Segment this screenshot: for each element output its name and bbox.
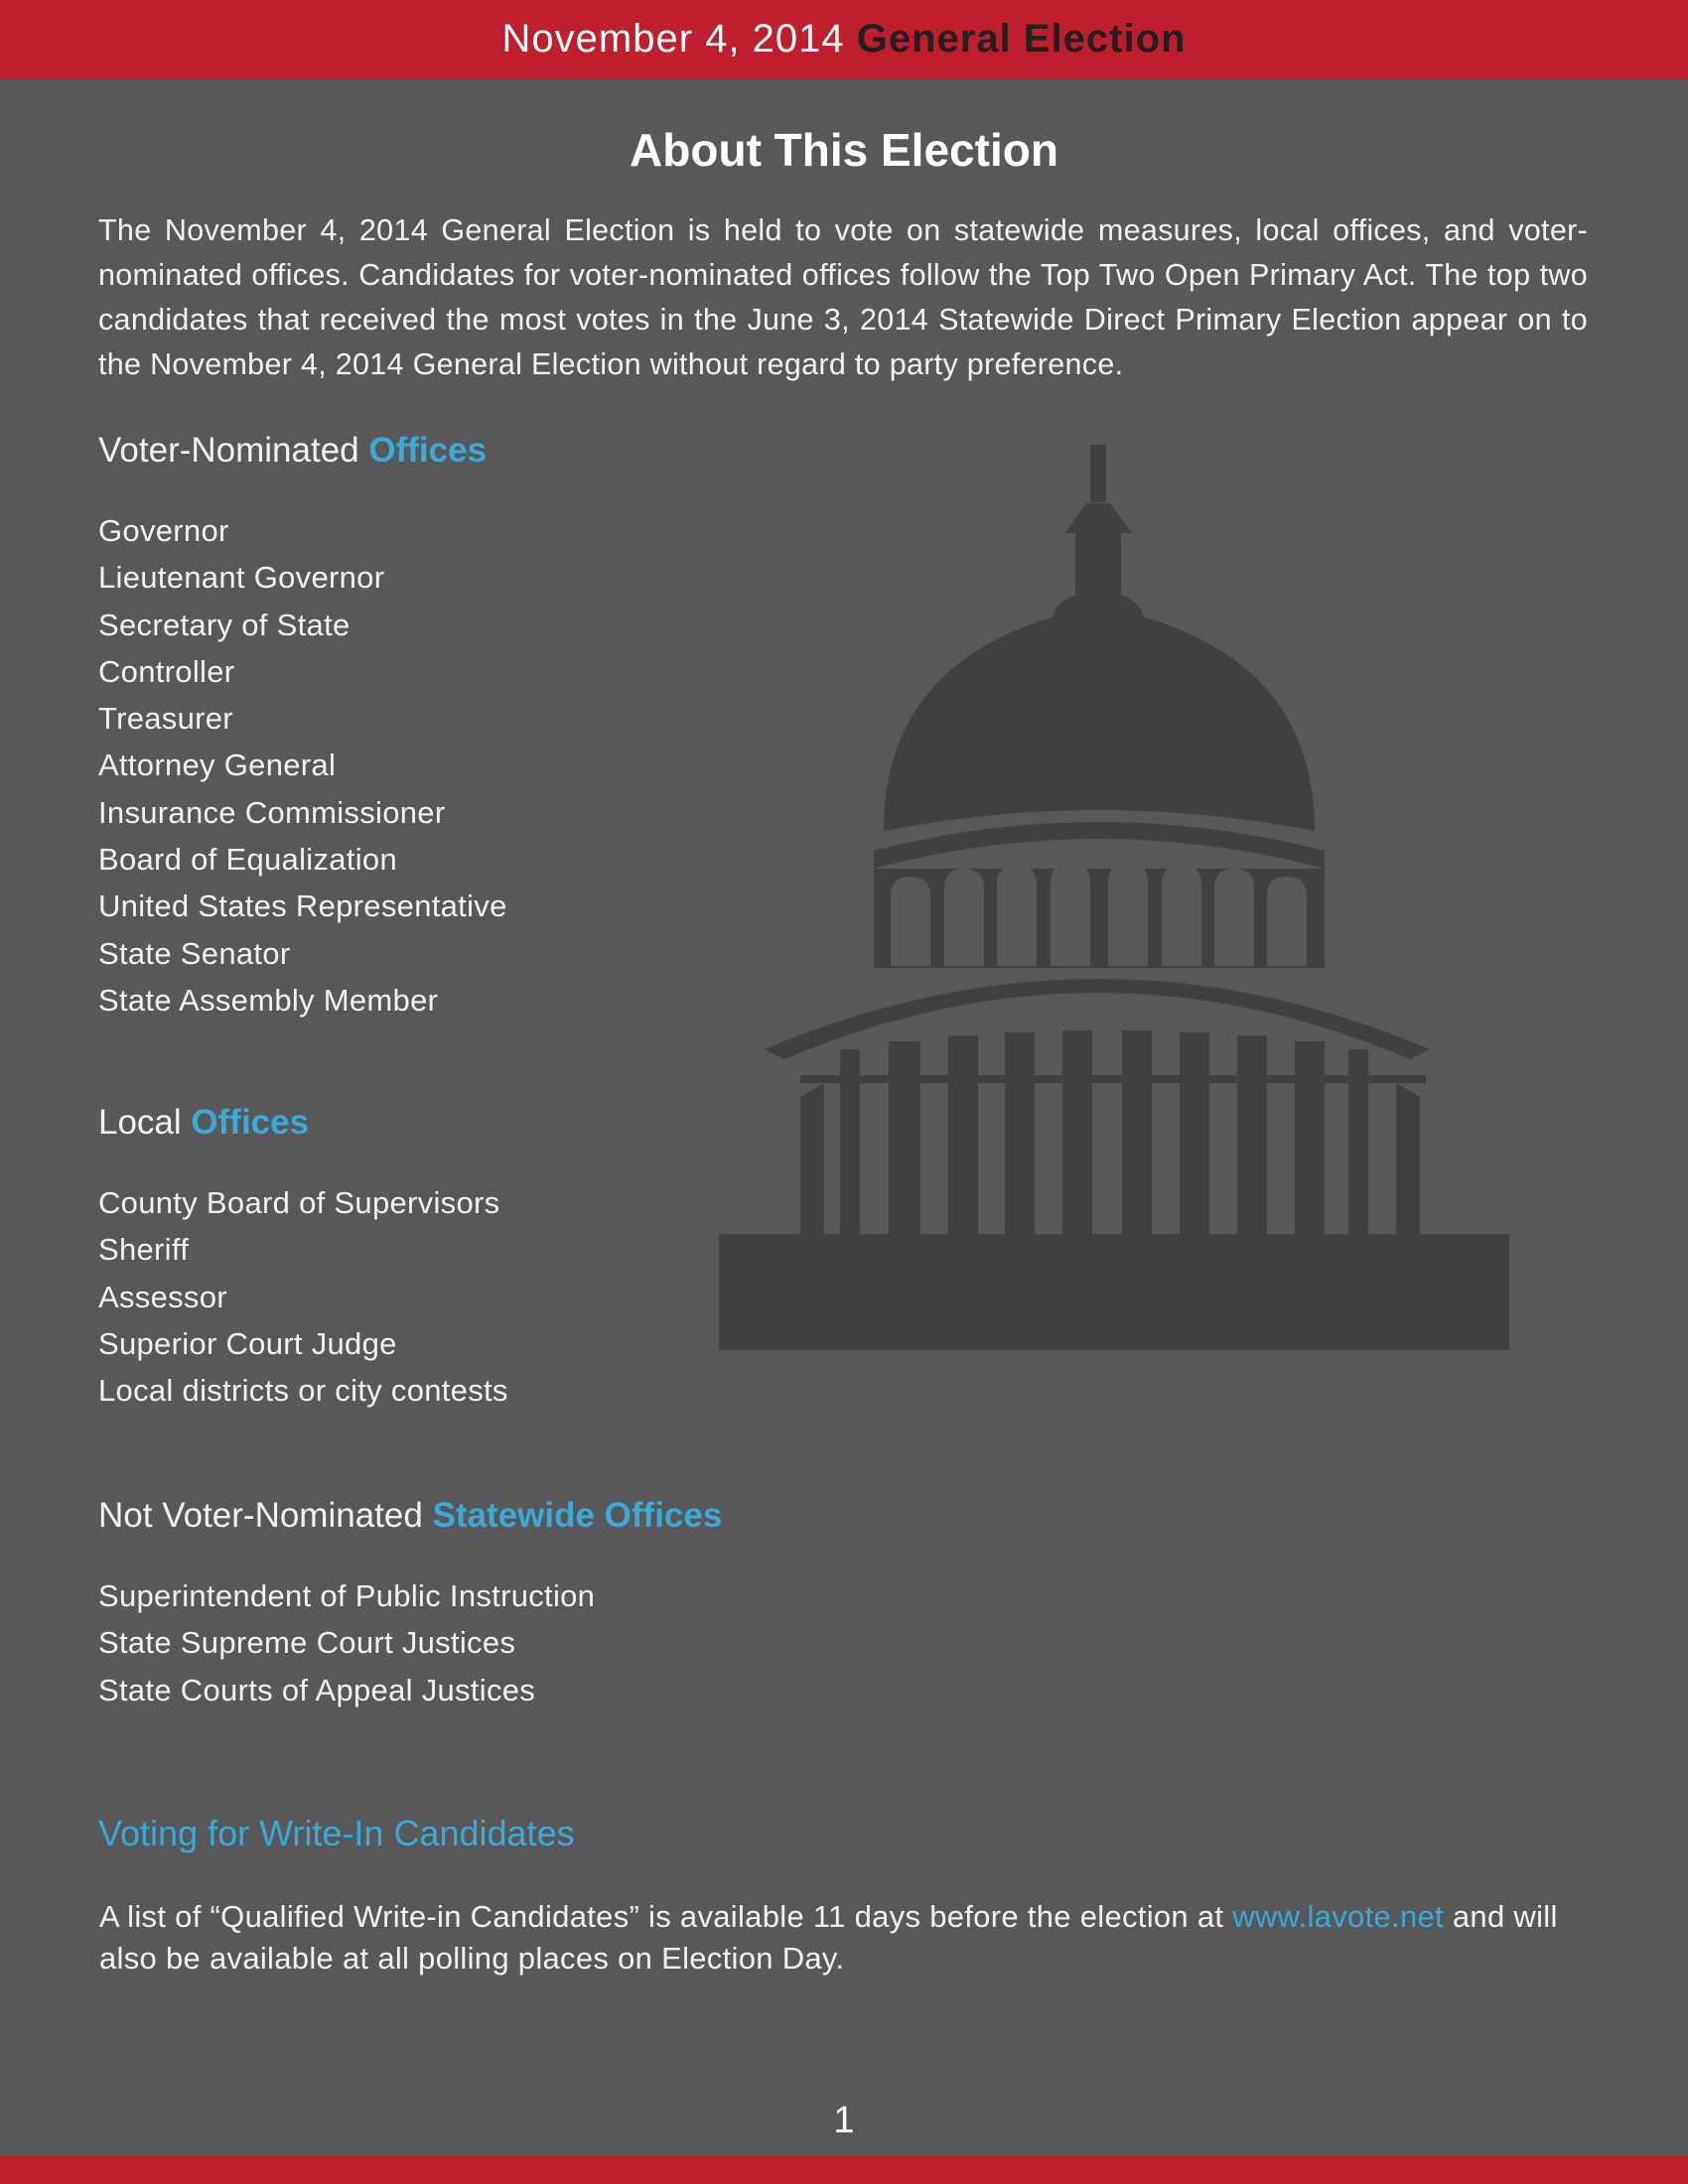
voter-nominated-heading-prefix: Voter-Nominated bbox=[98, 431, 359, 470]
list-item: Controller bbox=[98, 653, 235, 689]
header-bar bbox=[0, 0, 1688, 79]
page-title: About This Election bbox=[630, 124, 1058, 176]
voter-nominated-heading-highlight: Offices bbox=[368, 431, 488, 470]
write-in-text-after: and will also be available at all polling places on Election Day. bbox=[99, 1899, 1558, 1976]
write-in-paragraph bbox=[99, 1896, 1609, 1979]
header-date: November 4, 2014 bbox=[501, 17, 845, 61]
voter-nominated-list bbox=[98, 507, 507, 1024]
local-offices-list bbox=[98, 1179, 508, 1414]
list-item: Attorney General bbox=[98, 748, 337, 783]
list-item: Assessor bbox=[98, 1279, 227, 1314]
list-item: Secretary of State bbox=[98, 607, 351, 642]
local-offices-heading-highlight: Offices bbox=[191, 1103, 310, 1142]
write-in-text-before: A list of “Qualified Write-in Candidates” is available 11 days before the election at bbox=[99, 1899, 1233, 1934]
list-item: United States Representative bbox=[98, 888, 507, 924]
list-item: State Courts of Appeal Justices bbox=[98, 1672, 536, 1707]
list-item: State Assembly Member bbox=[98, 982, 439, 1018]
list-item: State Senator bbox=[98, 935, 291, 971]
list-item: Superintendent of Public Instruction bbox=[98, 1578, 596, 1613]
list-item: Sheriff bbox=[98, 1232, 190, 1268]
local-offices-heading-prefix: Local bbox=[98, 1103, 182, 1142]
list-item: County Board of Supervisors bbox=[98, 1185, 500, 1220]
statewide-offices-heading bbox=[98, 1496, 722, 1536]
statewide-offices-list bbox=[98, 1572, 595, 1713]
list-item: Superior Court Judge bbox=[98, 1325, 397, 1361]
intro-paragraph: The November 4, 2014 General Election is held to vote on statewide measures, local offices, and voter-nominated offices. Candidates for voter-nominated offices follow the Top Two Open Primary Act. The top two candidates that received the most votes in the June 3, 2014 Statewide Direct Primary Election appear on to the November 4, 2014 General Election without regard to party preference. bbox=[98, 213, 1588, 381]
page-number: 1 bbox=[833, 2100, 855, 2141]
list-item: State Supreme Court Justices bbox=[98, 1625, 516, 1661]
list-item: Lieutenant Governor bbox=[98, 560, 385, 596]
statewide-offices-heading-highlight: Statewide Offices bbox=[432, 1496, 723, 1535]
header-title: General Election bbox=[856, 17, 1187, 61]
write-in-heading: Voting for Write-In Candidates bbox=[98, 1813, 575, 1853]
list-item: Governor bbox=[98, 513, 229, 548]
statewide-offices-heading-prefix: Not Voter-Nominated bbox=[98, 1496, 423, 1535]
list-item: Insurance Commissioner bbox=[98, 794, 446, 830]
list-item: Treasurer bbox=[98, 701, 233, 737]
lavote-link[interactable]: www.lavote.net bbox=[1232, 1899, 1444, 1934]
footer-bar bbox=[0, 2156, 1688, 2184]
list-item: Local districts or city contests bbox=[98, 1373, 508, 1409]
list-item: Board of Equalization bbox=[98, 842, 397, 878]
local-offices-heading bbox=[98, 1103, 309, 1143]
capitol-building-icon bbox=[715, 442, 1509, 1350]
voter-nominated-heading bbox=[98, 431, 487, 471]
